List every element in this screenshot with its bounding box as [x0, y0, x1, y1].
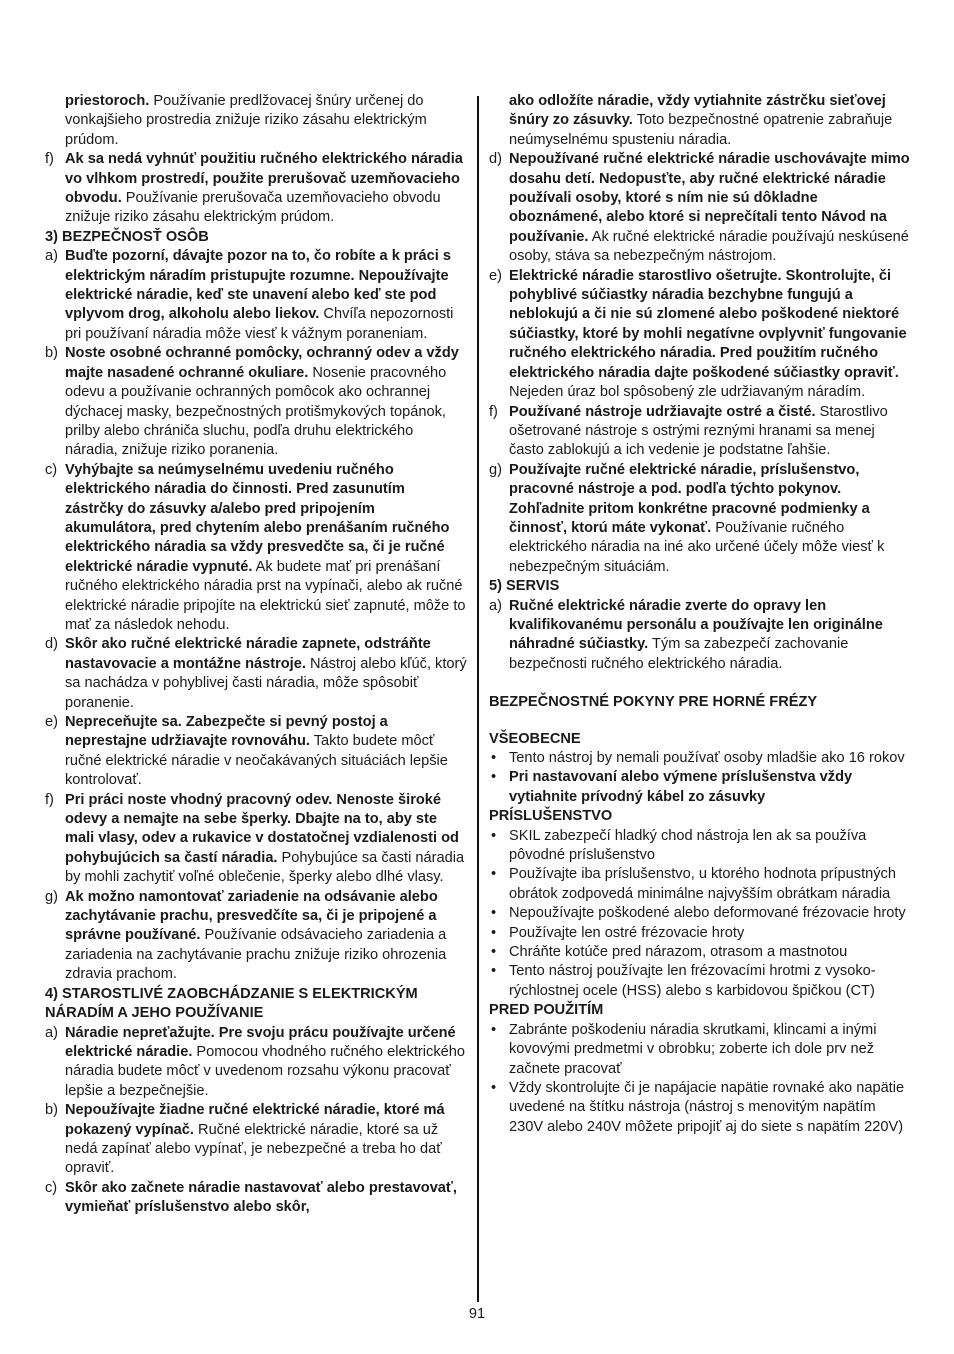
list-item: [45, 461, 467, 636]
bullet-icon: •: [491, 963, 497, 980]
bullet-icon: •: [491, 1079, 497, 1096]
bullet-icon: •: [491, 769, 497, 786]
item-label: f): [45, 791, 54, 808]
section-heading: [489, 577, 913, 596]
section-heading: [45, 228, 467, 247]
subsection-heading: VŠEOBECNE: [489, 730, 581, 747]
subsection-heading: PRED POUŽITÍM: [489, 1002, 604, 1019]
item-bold-text: Skôr ako začnete náradie nastavovať alebo prestavovať, vymieňať príslušenstvo alebo skôr,: [65, 1179, 457, 1216]
bullet-icon: •: [491, 1021, 497, 1038]
section-number: 4): [45, 985, 58, 1002]
section-title: SERVIS: [506, 578, 560, 595]
list-item: [45, 1024, 467, 1102]
item-label: c): [45, 1179, 58, 1196]
item-bold-text: ako odložíte náradie, vždy vytiahnite zástrčku sieťovej šnúry zo zásuvky.: [509, 93, 886, 129]
section-number: 3): [45, 228, 58, 245]
item-bold-text: priestoroch.: [65, 93, 150, 109]
item-label: b): [45, 345, 58, 362]
item-text: Používajte iba príslušenstvo, u ktorého hodnota prípustných obrátok zodpovedá minimálne najvyšším obrátkam náradia: [509, 866, 896, 902]
item-bold-text: Ak sa nedá vyhnúť použitiu ručného elektrického náradia vo vlhkom prostredí, použite prerušovač uzemňovacieho obvodu.: [65, 151, 463, 207]
left-column: [45, 92, 467, 1218]
page-number: 91: [468, 1306, 486, 1322]
item-bold-text: Používané nástroje udržiavajte ostré a čisté.: [509, 403, 816, 420]
item-text: Nosenie pracovného odevu a používanie ochranných pomôcok ako ochrannej dýchacej masky, bezpečnostných protišmykových topánok, prilby alebo chrániča sluchu, podľa druhu elektrického náradia, znižuje riziko poranenia.: [65, 364, 447, 459]
list-item: [45, 888, 467, 985]
item-text: Ak ručné elektrické náradie používajú neskúsené osoby, stáva sa nebezpečným nástrojom.: [509, 228, 909, 265]
list-item: [45, 1179, 467, 1218]
item-bold-text: Nepreceňujte sa. Zabezpečte si pevný postoj a neprestajne udržiavajte rovnováhu.: [65, 714, 388, 750]
item-text: Zabránte poškodeniu náradia skrutkami, klincami a inými kovovými predmetmi v obrobku; zoberte ich dole prv než začnete pracovať: [509, 1021, 877, 1077]
subsection-heading: PRÍSLUŠENSTVO: [489, 808, 613, 825]
item-text: Tým sa zabezpečí zachovanie bezpečnosti ručného elektrického náradia.: [509, 636, 849, 672]
item-label: e): [489, 267, 502, 284]
bullet-item: [489, 962, 913, 1001]
item-text: Používajte len ostré frézovacie hroty: [509, 924, 745, 941]
item-label: f): [489, 403, 498, 420]
list-item: [489, 461, 913, 577]
item-bold-text: Vyhýbajte sa neúmyselnému uvedeniu ručného elektrického náradia do činnosti. Pred zasunutím zástrčky do zásuvky a/alebo pred pripojením akumulátora, pred chytením alebo prenášaním ručného elektrického náradia sa vždy presvedčte sa, či je ručné elektrické náradie vypnuté.: [65, 461, 450, 575]
bullet-icon: •: [491, 750, 497, 766]
item-text: Ak budete mať pri prenášaní ručného elektrického náradia prst na vypínači, alebo ak ručné elektrické náradie pripojíte na elektrickú sieť zapnuté, môže to mať za následok nehodu.: [65, 558, 466, 633]
item-label: a): [45, 248, 58, 265]
item-text: Nástroj alebo kľúč, ktorý sa nachádza v pohyblivej časti náradia, môže spôsobiť poranenie.: [65, 655, 467, 711]
bullet-item: [489, 768, 913, 807]
bullet-item: [489, 943, 913, 962]
item-text: Chvíľa nepozornosti pri používaní náradia môže viesť k vážnym poraneniam.: [65, 306, 454, 342]
spacer: [489, 674, 913, 693]
item-text: Toto bezpečnostné opatrenie zabraňuje neúmyselnému spusteniu náradia.: [509, 112, 893, 148]
item-label: e): [45, 714, 58, 730]
bullet-icon: •: [491, 827, 497, 844]
bullet-item: [489, 1021, 913, 1079]
item-label: d): [489, 151, 502, 168]
list-item: [45, 344, 467, 460]
item-text: Tento nástroj používajte len frézovacími hrotmi z vysoko-rýchlostnej ocele (HSS) alebo s karbidovou špičkou (CT): [509, 963, 876, 999]
item-text: Vždy skontrolujte či je napájacie napätie rovnaké ako napätie uvedené na štítku nástroja (nástroj s menovitým napätím 230V alebo 240V môžete pripojiť aj do siete s napätím 220V): [509, 1079, 905, 1135]
item-text: Takto budete môcť ručné elektrické náradie v neočakávaných situáciách lepšie kontrolovať.: [65, 733, 448, 789]
bullet-icon: •: [491, 944, 497, 961]
bullet-icon: •: [491, 905, 497, 922]
item-label: d): [45, 636, 58, 653]
item-text: Starostlivo ošetrované nástroje s ostrými reznými hranami sa menej často zablokujú a ich vedenie je podstatne ľahšie.: [509, 403, 888, 459]
list-item: [45, 150, 467, 228]
item-bold-text: Pri práci noste vhodný pracovný odev. Nenoste široké odevy a nemajte na sebe šperky. Dbajte na to, aby ste mali vlasy, odev a rukavice v dostatočnej vzdialenosti od pohybujúcich sa častí náradia.: [65, 791, 459, 866]
spacer: [489, 713, 913, 730]
paragraph-continuation: [45, 92, 467, 150]
section-heading: [45, 985, 467, 1024]
bullet-item: [489, 749, 913, 768]
list-item: [489, 597, 913, 675]
list-item: [45, 1101, 467, 1179]
item-label: f): [45, 151, 54, 168]
section-title: BEZPEČNOSŤ OSÔB: [62, 228, 209, 245]
item-bold-text: Pri nastavovaní alebo výmene príslušenstva vždy vytiahnite prívodný kábel zo zásuvky: [509, 769, 853, 805]
item-text: Nepoužívajte poškodené alebo deformované frézovacie hroty: [509, 905, 906, 922]
bullet-icon: •: [491, 866, 497, 883]
list-item: [45, 635, 467, 713]
item-text: SKIL zabezpečí hladký chod nástroja len ak sa používa pôvodné príslušenstvo: [509, 827, 867, 864]
item-label: b): [45, 1102, 58, 1119]
bullet-item: [489, 904, 913, 923]
bullet-item: [489, 1079, 913, 1137]
list-item: [489, 150, 913, 266]
paragraph-continuation: [489, 92, 913, 150]
item-text: Používanie ručného elektrického náradia na iné ako určené účely môže viesť k nebezpečným situáciám.: [509, 519, 885, 575]
item-label: g): [45, 888, 58, 905]
item-text: Chráňte kotúče pred nárazom, otrasom a mastnotou: [509, 944, 848, 961]
item-label: g): [489, 461, 502, 478]
list-item: [489, 403, 913, 461]
subsection-heading: BEZPEČNOSTNÉ POKYNY PRE HORNÉ FRÉZY: [489, 694, 818, 711]
item-bold-text: Nepoužívajte žiadne ručné elektrické náradie, ktoré má pokazený vypínač.: [65, 1102, 445, 1138]
item-text: Používanie prerušovača uzemňovacieho obvodu znižuje riziko zásahu elektrickým prúdom.: [65, 190, 441, 226]
list-item: [489, 267, 913, 403]
section-number: 5): [489, 578, 502, 595]
item-bold-text: Noste osobné ochranné pomôcky, ochranný odev a vždy majte nasadené ochranné okuliare.: [65, 345, 459, 381]
item-text: Pomocou vhodného ručného elektrického náradia budete môcť v uvedenom rozsahu výkonu pracovať lepšie a bezpečnejšie.: [65, 1043, 465, 1099]
list-item: [45, 247, 467, 344]
item-bold-text: Nepoužívané ručné elektrické náradie uschovávajte mimo dosahu detí. Nedopusťte, aby ručné elektrické náradie používali osoby, ktoré s ním nie sú dôkladne oboznámené, alebo ktoré si neprečítali tento Návod na používanie.: [509, 151, 910, 245]
column-divider: [477, 96, 479, 1302]
section-title: STAROSTLIVÉ ZAOBCHÁDZANIE S ELEKTRICKÝM NÁRADÍM A JEHO POUŽÍVANIE: [45, 985, 418, 1022]
item-bold-text: Skôr ako ručné elektrické náradie zapnete, odstráňte nastavovacie a montážne nástroje.: [65, 636, 431, 672]
item-text: Ručné elektrické náradie, ktoré sa už nedá zapínať alebo vypínať, je nebezpečné a treba ho dať opraviť.: [65, 1121, 442, 1177]
item-label: a): [489, 597, 502, 614]
item-bold-text: Buďte pozorní, dávajte pozor na to, čo robíte a k práci s elektrickým náradím pristupujte rozumne. Nepoužívajte elektrické náradie, keď ste unavení alebo keď ste pod vplyvom drog, alkoholu alebo liekov.: [65, 248, 451, 323]
item-text: Používanie odsávacieho zariadenia a zariadenia na zachytávanie prachu znižuje riziko ohrozenia zdravia prachom.: [65, 927, 447, 983]
item-text: Pohybujúce sa časti náradia by mohli zachytiť voľné oblečenie, šperky alebo dlhé vlasy.: [65, 849, 465, 886]
item-text: Používanie predlžovacej šnúry určenej do vonkajšieho prostredia znižuje riziko zásahu elektrickým prúdom.: [65, 93, 427, 148]
item-bold-text: Náradie nepreťažujte. Pre svoju prácu používajte určené elektrické náradie.: [65, 1024, 456, 1060]
bullet-item: [489, 924, 913, 943]
item-text: Tento nástroj by nemali používať osoby mladšie ako 16 rokov: [509, 750, 905, 766]
bullet-icon: •: [491, 924, 497, 941]
item-text: Nejeden úraz bol spôsobený zle udržiavaným náradím.: [509, 384, 866, 401]
item-label: a): [45, 1024, 58, 1041]
bullet-item: [489, 865, 913, 904]
item-bold-text: Ak možno namontovať zariadenie na odsávanie alebo zachytávanie prachu, presvedčíte sa, či je pripojené a správne používané.: [65, 888, 438, 944]
item-label: c): [45, 461, 58, 478]
list-item: [45, 713, 467, 791]
list-item: [45, 791, 467, 888]
item-bold-text: Používajte ručné elektrické náradie, príslušenstvo, pracovné nástroje a pod. podľa týchto pokynov. Zohľadnite pritom konkrétne pracovné podmienky a činnosť, ktorú máte vykonať.: [509, 461, 870, 536]
right-column: [489, 92, 913, 1137]
bullet-item: [489, 827, 913, 866]
item-bold-text: Elektrické náradie starostlivo ošetrujte. Skontrolujte, či pohyblivé súčiastky náradia bezchybne fungujú a neblokujú a či nie sú zlomené alebo poškodené niektoré súčiastky, ktoré by mohli negatívne ovplyvniť fungovanie ručného elektrického náradia. Pred použitím ručného elektrického náradia dajte poškodené súčiastky opraviť.: [509, 267, 907, 381]
item-bold-text: Ručné elektrické náradie zverte do opravy len kvalifikovanému personálu a používajte len originálne náhradné súčiastky.: [509, 597, 883, 653]
